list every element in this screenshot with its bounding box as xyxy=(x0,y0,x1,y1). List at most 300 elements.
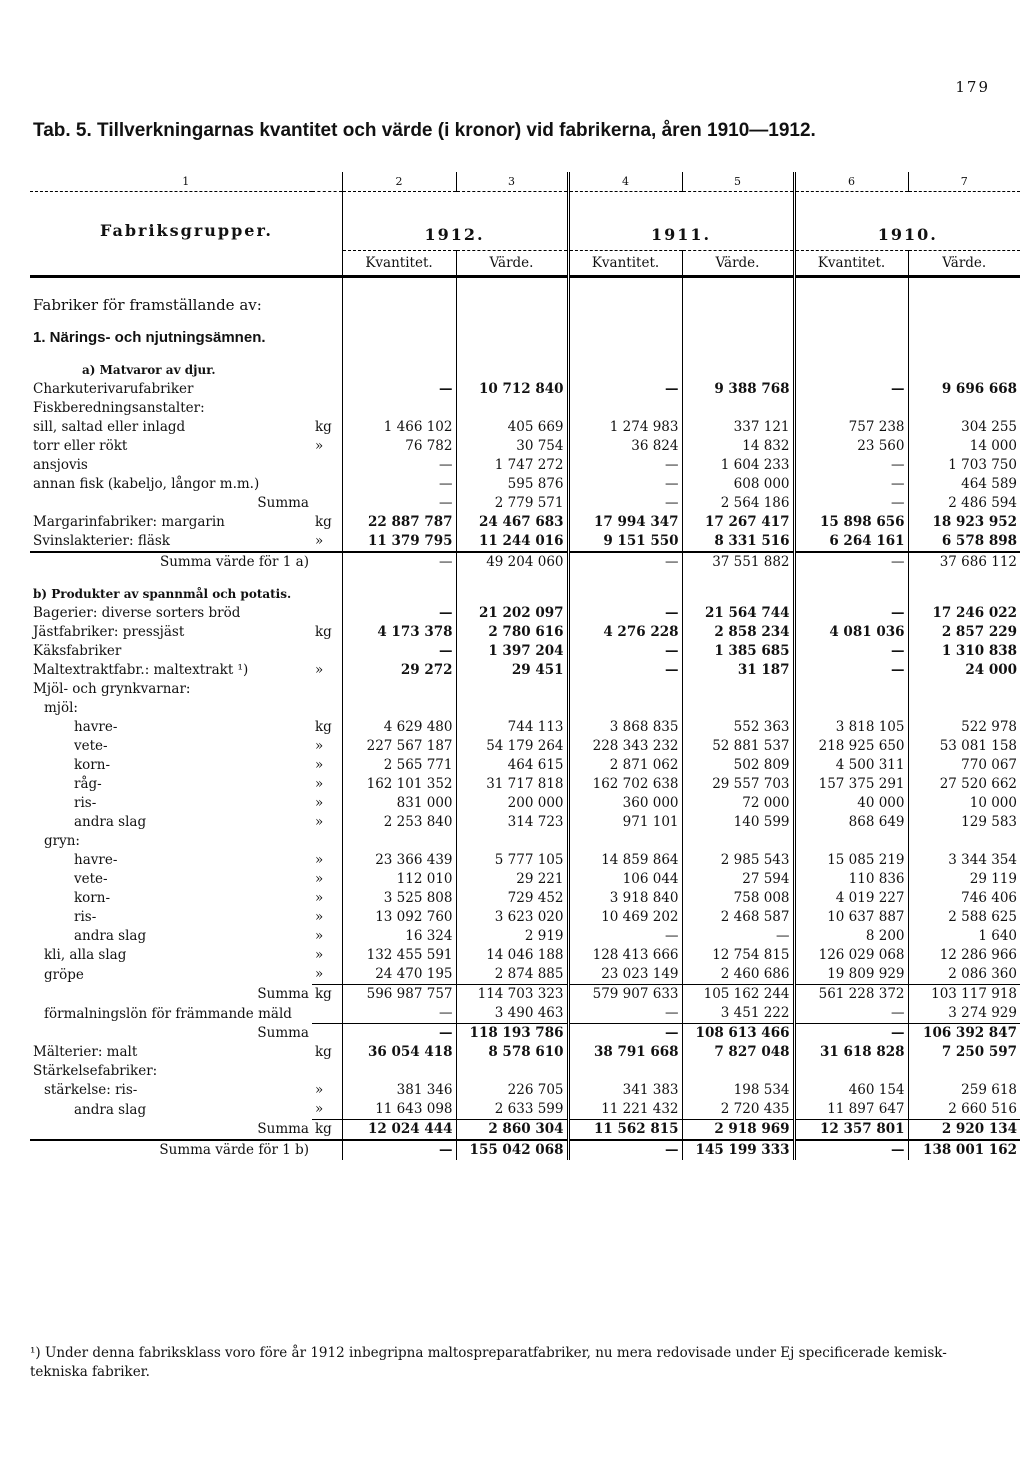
table-row xyxy=(30,699,1020,718)
unit-cell xyxy=(312,475,342,494)
value-1910-cell: 746 406 xyxy=(908,889,1020,908)
quantity-1912-cell: 22 887 787 xyxy=(342,513,456,532)
quantity-1912-cell xyxy=(342,399,456,418)
unit-cell: kg xyxy=(315,719,332,735)
value-1910-cell: 138 001 162 xyxy=(908,1140,1020,1160)
value-1910-cell: 464 589 xyxy=(908,475,1020,494)
value-1910-cell: 2 920 134 xyxy=(908,1120,1020,1141)
section-a-label: a) Matvaror av djur. xyxy=(82,363,216,377)
quantity-1912-cell: 4 629 480 xyxy=(342,718,456,737)
unit-cell: kg xyxy=(315,1044,332,1060)
kvantitet-header: Kvantitet. xyxy=(342,251,456,277)
value-1912-cell: 729 452 xyxy=(456,889,568,908)
value-1910-cell: 259 618 xyxy=(908,1081,1020,1100)
quantity-1910-cell: 157 375 291 xyxy=(794,775,908,794)
quantity-1911-cell: 3 918 840 xyxy=(568,889,682,908)
row-label: Mjöl- och grynkvarnar: xyxy=(33,681,191,697)
value-1910-cell: 37 686 112 xyxy=(908,552,1020,572)
quantity-1910-cell: 561 228 372 xyxy=(794,985,908,1005)
unit-cell: » xyxy=(315,909,324,925)
quantity-1911-cell: 1 274 983 xyxy=(568,418,682,437)
value-1911-cell: 502 809 xyxy=(682,756,794,775)
table-row xyxy=(30,661,1020,680)
table-row xyxy=(30,1120,1020,1141)
value-1910-cell xyxy=(908,399,1020,418)
value-1910-cell: 10 000 xyxy=(908,794,1020,813)
quantity-1912-cell: — xyxy=(342,642,456,661)
quantity-1911-cell: 4 276 228 xyxy=(568,623,682,642)
value-1911-cell: 29 557 703 xyxy=(682,775,794,794)
quantity-1911-cell: — xyxy=(568,494,682,513)
summa-label: Summa värde för 1 b) xyxy=(30,1140,312,1160)
value-1910-cell: 6 578 898 xyxy=(908,532,1020,552)
quantity-1912-cell: — xyxy=(342,494,456,513)
row-label: gröpe xyxy=(44,966,84,983)
table-row xyxy=(30,456,1020,475)
value-1912-cell: 1 397 204 xyxy=(456,642,568,661)
quantity-1912-cell: 227 567 187 xyxy=(342,737,456,756)
value-1910-cell xyxy=(908,1062,1020,1081)
row-label: korn- xyxy=(74,890,111,906)
quantity-1912-cell: — xyxy=(342,1004,456,1024)
table-row xyxy=(30,1004,1020,1024)
row-label: Jästfabriker: pressjäst xyxy=(33,624,185,640)
row-label: ansjovis xyxy=(33,457,88,473)
table-row xyxy=(30,1062,1020,1081)
value-1912-cell: 14 046 188 xyxy=(456,946,568,965)
row-label: gryn: xyxy=(44,833,80,849)
value-1912-cell: 314 723 xyxy=(456,813,568,832)
value-1911-cell: 2 468 587 xyxy=(682,908,794,927)
row-label: mjöl: xyxy=(44,700,78,716)
row-label: annan fisk (kabeljo, långor m.m.) xyxy=(33,476,260,492)
row-label: stärkelse: ris- xyxy=(44,1082,138,1098)
value-1911-cell: 31 187 xyxy=(682,661,794,680)
row-label: andra slag xyxy=(74,814,147,830)
value-1910-cell: 24 000 xyxy=(908,661,1020,680)
value-1911-cell: 2 918 969 xyxy=(682,1120,794,1141)
quantity-1911-cell: — xyxy=(568,604,682,623)
unit-cell xyxy=(312,552,342,572)
table-row xyxy=(30,870,1020,889)
value-1911-cell: 552 363 xyxy=(682,718,794,737)
table-row xyxy=(30,794,1020,813)
quantity-1911-cell: 36 824 xyxy=(568,437,682,456)
value-1911-cell: 337 121 xyxy=(682,418,794,437)
fabriksgrupper-header: Fabriksgrupper. xyxy=(100,221,273,240)
unit-cell: » xyxy=(315,438,324,454)
quantity-1910-cell: 460 154 xyxy=(794,1081,908,1100)
table-row xyxy=(30,532,1020,552)
quantity-1911-cell: 38 791 668 xyxy=(568,1043,682,1062)
value-1912-cell: 29 451 xyxy=(456,661,568,680)
value-1911-cell: 2 858 234 xyxy=(682,623,794,642)
quantity-1910-cell: 4 081 036 xyxy=(794,623,908,642)
quantity-1910-cell: 40 000 xyxy=(794,794,908,813)
value-1910-cell: 53 081 158 xyxy=(908,737,1020,756)
quantity-1911-cell: 23 023 149 xyxy=(568,965,682,985)
table-row xyxy=(30,946,1020,965)
value-1912-cell: 21 202 097 xyxy=(456,604,568,623)
value-1910-cell: 29 119 xyxy=(908,870,1020,889)
quantity-1911-cell: — xyxy=(568,1024,682,1044)
value-1912-cell: 595 876 xyxy=(456,475,568,494)
value-1910-cell: 770 067 xyxy=(908,756,1020,775)
quantity-1911-cell: 579 907 633 xyxy=(568,985,682,1005)
summa-label: Summa xyxy=(257,495,309,511)
table-row xyxy=(30,1100,1020,1120)
quantity-1912-cell: 16 324 xyxy=(342,927,456,946)
quantity-1910-cell: 15 085 219 xyxy=(794,851,908,870)
value-1911-cell: 108 613 466 xyxy=(682,1024,794,1044)
value-1910-cell: 106 392 847 xyxy=(908,1024,1020,1044)
value-1912-cell: 3 490 463 xyxy=(456,1004,568,1024)
unit-cell: kg xyxy=(315,624,332,640)
value-1912-cell: 10 712 840 xyxy=(456,380,568,399)
value-1911-cell: 2 720 435 xyxy=(682,1100,794,1120)
year-header-row xyxy=(30,192,1020,251)
value-1911-cell: 12 754 815 xyxy=(682,946,794,965)
quantity-1911-cell: — xyxy=(568,475,682,494)
value-1911-cell: 9 388 768 xyxy=(682,380,794,399)
unit-cell: » xyxy=(315,1082,324,1098)
value-1910-cell: 9 696 668 xyxy=(908,380,1020,399)
quantity-1910-cell xyxy=(794,832,908,851)
table-row xyxy=(30,965,1020,985)
table-row xyxy=(30,475,1020,494)
value-1912-cell: 744 113 xyxy=(456,718,568,737)
table-row xyxy=(30,832,1020,851)
table-row xyxy=(30,1081,1020,1100)
summa-label: Summa xyxy=(257,1025,309,1041)
value-1912-cell: 2 779 571 xyxy=(456,494,568,513)
column-number-row xyxy=(30,172,1020,192)
value-1910-cell: 3 274 929 xyxy=(908,1004,1020,1024)
table-row xyxy=(30,908,1020,927)
unit-cell xyxy=(312,494,342,513)
col-number: 6 xyxy=(794,172,908,192)
value-1912-cell: 2 874 885 xyxy=(456,965,568,985)
value-1911-cell: 2 985 543 xyxy=(682,851,794,870)
varde-header: Värde. xyxy=(908,251,1020,277)
quantity-1912-cell: 831 000 xyxy=(342,794,456,813)
section-heading-row xyxy=(30,584,1020,604)
value-1910-cell: 7 250 597 xyxy=(908,1043,1020,1062)
table-row xyxy=(30,756,1020,775)
quantity-1912-cell: 36 054 418 xyxy=(342,1043,456,1062)
quantity-1912-cell: 596 987 757 xyxy=(342,985,456,1005)
quantity-1910-cell: 3 818 105 xyxy=(794,718,908,737)
col-number: 4 xyxy=(568,172,682,192)
quantity-1911-cell: 3 868 835 xyxy=(568,718,682,737)
value-1912-cell: 3 623 020 xyxy=(456,908,568,927)
quantity-1911-cell: 971 101 xyxy=(568,813,682,832)
row-label: vete- xyxy=(74,738,108,754)
quantity-1910-cell xyxy=(794,399,908,418)
unit-cell xyxy=(312,604,342,623)
quantity-1911-cell: 9 151 550 xyxy=(568,532,682,552)
value-1911-cell: 3 451 222 xyxy=(682,1004,794,1024)
value-1911-cell: 1 385 685 xyxy=(682,642,794,661)
value-1911-cell: 27 594 xyxy=(682,870,794,889)
quantity-1910-cell: 12 357 801 xyxy=(794,1120,908,1141)
year-1911: 1911. xyxy=(568,192,794,251)
quantity-1912-cell: — xyxy=(342,604,456,623)
quantity-1912-cell: 29 272 xyxy=(342,661,456,680)
quantity-1911-cell: 162 702 638 xyxy=(568,775,682,794)
quantity-1911-cell: — xyxy=(568,380,682,399)
row-label: havre- xyxy=(74,719,118,735)
quantity-1911-cell: 360 000 xyxy=(568,794,682,813)
value-1911-cell: 1 604 233 xyxy=(682,456,794,475)
quantity-1911-cell: 106 044 xyxy=(568,870,682,889)
table-row xyxy=(30,418,1020,437)
value-1910-cell: 27 520 662 xyxy=(908,775,1020,794)
quantity-1910-cell: 15 898 656 xyxy=(794,513,908,532)
row-label: Charkuterivarufabriker xyxy=(33,381,194,397)
value-1910-cell: 103 117 918 xyxy=(908,985,1020,1005)
unit-cell: » xyxy=(315,814,324,830)
value-1912-cell: 8 578 610 xyxy=(456,1043,568,1062)
value-1912-cell: 24 467 683 xyxy=(456,513,568,532)
value-1912-cell: 2 860 304 xyxy=(456,1120,568,1141)
row-label: Stärkelsefabriker: xyxy=(33,1063,158,1079)
quantity-1910-cell: 31 618 828 xyxy=(794,1043,908,1062)
col-number: 7 xyxy=(908,172,1020,192)
table-title: Tab. 5. Tillverkningarnas kvantitet och värde (i kronor) vid fabrikerna, åren 1910—1912. xyxy=(33,120,816,141)
unit-cell: » xyxy=(315,871,324,887)
unit-cell: » xyxy=(315,662,324,678)
unit-cell: » xyxy=(315,757,324,773)
unit-cell xyxy=(312,456,342,475)
quantity-1912-cell xyxy=(342,832,456,851)
quantity-1911-cell: 341 383 xyxy=(568,1081,682,1100)
value-1912-cell: 49 204 060 xyxy=(456,552,568,572)
unit-cell xyxy=(312,1140,342,1160)
col-number: 3 xyxy=(456,172,568,192)
col-number: 2 xyxy=(342,172,456,192)
row-label: råg- xyxy=(74,776,102,792)
unit-cell xyxy=(312,832,342,851)
quantity-1910-cell: — xyxy=(794,456,908,475)
value-1912-cell: 464 615 xyxy=(456,756,568,775)
value-1911-cell: 758 008 xyxy=(682,889,794,908)
table-row xyxy=(30,494,1020,513)
unit-cell xyxy=(312,1004,342,1024)
value-1910-cell: 3 344 354 xyxy=(908,851,1020,870)
value-1910-cell: 304 255 xyxy=(908,418,1020,437)
quantity-1912-cell: — xyxy=(342,1140,456,1160)
unit-cell: kg xyxy=(312,985,342,1005)
section-heading-row xyxy=(30,296,1020,315)
value-1911-cell: 14 832 xyxy=(682,437,794,456)
table-row xyxy=(30,604,1020,623)
value-1912-cell: 5 777 105 xyxy=(456,851,568,870)
row-label: förmalningslön för främmande mäld xyxy=(44,1005,292,1022)
unit-cell: » xyxy=(315,966,324,982)
unit-cell: » xyxy=(315,928,324,944)
quantity-1910-cell: — xyxy=(794,1004,908,1024)
unit-cell: kg xyxy=(315,419,332,435)
value-1910-cell: 2 086 360 xyxy=(908,965,1020,985)
value-1911-cell: 37 551 882 xyxy=(682,552,794,572)
section-group1-label: 1. Närings- och njutningsämnen. xyxy=(33,329,266,346)
production-table xyxy=(30,172,1020,1160)
unit-cell xyxy=(312,642,342,661)
value-1911-cell: 17 267 417 xyxy=(682,513,794,532)
value-1910-cell: 1 310 838 xyxy=(908,642,1020,661)
value-1911-cell xyxy=(682,399,794,418)
quantity-1912-cell: — xyxy=(342,456,456,475)
value-1910-cell: 12 286 966 xyxy=(908,946,1020,965)
quantity-1911-cell xyxy=(568,680,682,699)
value-1912-cell: 114 703 323 xyxy=(456,985,568,1005)
value-1911-cell: 21 564 744 xyxy=(682,604,794,623)
quantity-1912-cell: 4 173 378 xyxy=(342,623,456,642)
quantity-1912-cell: 11 379 795 xyxy=(342,532,456,552)
quantity-1911-cell: 10 469 202 xyxy=(568,908,682,927)
table-row xyxy=(30,927,1020,946)
quantity-1911-cell xyxy=(568,699,682,718)
quantity-1910-cell: 757 238 xyxy=(794,418,908,437)
row-label: sill, saltad eller inlagd xyxy=(33,419,186,435)
quantity-1910-cell: 10 637 887 xyxy=(794,908,908,927)
unit-cell: kg xyxy=(315,514,332,530)
value-1912-cell: 30 754 xyxy=(456,437,568,456)
row-label: kli, alla slag xyxy=(44,947,127,963)
value-1910-cell: 2 660 516 xyxy=(908,1100,1020,1120)
quantity-1912-cell: 13 092 760 xyxy=(342,908,456,927)
value-1911-cell: 140 599 xyxy=(682,813,794,832)
value-1912-cell: 31 717 818 xyxy=(456,775,568,794)
quantity-1912-cell: 76 782 xyxy=(342,437,456,456)
summa-label: Summa xyxy=(257,1121,309,1137)
quantity-1911-cell: 11 562 815 xyxy=(568,1120,682,1141)
quantity-1911-cell: 11 221 432 xyxy=(568,1100,682,1120)
table-row xyxy=(30,851,1020,870)
quantity-1910-cell: 868 649 xyxy=(794,813,908,832)
quantity-1910-cell xyxy=(794,680,908,699)
quantity-1910-cell xyxy=(794,699,908,718)
year-1910: 1910. xyxy=(794,192,1020,251)
value-1912-cell: 2 633 599 xyxy=(456,1100,568,1120)
section-b-label: b) Produkter av spannmål och potatis. xyxy=(33,587,292,601)
row-label: Bagerier: diverse sorters bröd xyxy=(33,605,241,621)
quantity-1910-cell: 110 836 xyxy=(794,870,908,889)
section-main-label: Fabriker för framställande av: xyxy=(33,296,262,314)
value-1912-cell: 2 780 616 xyxy=(456,623,568,642)
value-1911-cell: 145 199 333 xyxy=(682,1140,794,1160)
quantity-1910-cell: — xyxy=(794,1140,908,1160)
value-1912-cell: 1 747 272 xyxy=(456,456,568,475)
row-label: andra slag xyxy=(74,1101,147,1118)
unit-cell: » xyxy=(315,738,324,754)
quantity-1912-cell: 112 010 xyxy=(342,870,456,889)
quantity-1910-cell: 11 897 647 xyxy=(794,1100,908,1120)
quantity-1910-cell: 8 200 xyxy=(794,927,908,946)
quantity-1911-cell xyxy=(568,832,682,851)
value-1912-cell xyxy=(456,699,568,718)
table-row xyxy=(30,642,1020,661)
quantity-1912-cell: 11 643 098 xyxy=(342,1100,456,1120)
quantity-1912-cell: 2 565 771 xyxy=(342,756,456,775)
value-1912-cell: 11 244 016 xyxy=(456,532,568,552)
quantity-1912-cell: — xyxy=(342,1024,456,1044)
row-label: torr eller rökt xyxy=(33,438,128,454)
value-1912-cell xyxy=(456,832,568,851)
section-heading-row xyxy=(30,327,1020,349)
value-1912-cell: 226 705 xyxy=(456,1081,568,1100)
value-1910-cell: 129 583 xyxy=(908,813,1020,832)
table-row xyxy=(30,813,1020,832)
quantity-1912-cell xyxy=(342,1062,456,1081)
varde-header: Värde. xyxy=(456,251,568,277)
summa-label: Summa värde för 1 a) xyxy=(30,552,312,572)
value-1910-cell: 2 486 594 xyxy=(908,494,1020,513)
section-heading-row xyxy=(30,361,1020,380)
value-1912-cell: 29 221 xyxy=(456,870,568,889)
quantity-1911-cell: 17 994 347 xyxy=(568,513,682,532)
unit-cell xyxy=(312,1024,342,1044)
quantity-1911-cell: 128 413 666 xyxy=(568,946,682,965)
quantity-1912-cell: 1 466 102 xyxy=(342,418,456,437)
value-1912-cell: 405 669 xyxy=(456,418,568,437)
table-row xyxy=(30,437,1020,456)
table-row xyxy=(30,1024,1020,1044)
quantity-1912-cell: 12 024 444 xyxy=(342,1120,456,1141)
quantity-1911-cell: — xyxy=(568,1004,682,1024)
unit-cell: » xyxy=(315,533,324,549)
value-1910-cell: 2 588 625 xyxy=(908,908,1020,927)
table-row xyxy=(30,680,1020,699)
table-row xyxy=(30,623,1020,642)
row-label: Fiskberedningsanstalter: xyxy=(33,400,205,416)
quantity-1912-cell: 23 366 439 xyxy=(342,851,456,870)
row-label: havre- xyxy=(74,852,118,868)
quantity-1910-cell: 4 019 227 xyxy=(794,889,908,908)
value-1911-cell xyxy=(682,1062,794,1081)
quantity-1911-cell: — xyxy=(568,1140,682,1160)
table-row xyxy=(30,1043,1020,1062)
value-1911-cell: 8 331 516 xyxy=(682,532,794,552)
value-1910-cell xyxy=(908,699,1020,718)
unit-cell: » xyxy=(315,1101,324,1117)
value-1911-cell: 2 564 186 xyxy=(682,494,794,513)
value-1912-cell xyxy=(456,680,568,699)
quantity-1911-cell: 2 871 062 xyxy=(568,756,682,775)
quantity-1911-cell xyxy=(568,399,682,418)
quantity-1911-cell: — xyxy=(568,661,682,680)
year-1912: 1912. xyxy=(342,192,568,251)
unit-cell: » xyxy=(315,776,324,792)
row-label: Mälterier: malt xyxy=(33,1044,138,1060)
quantity-1911-cell: — xyxy=(568,552,682,572)
row-label: korn- xyxy=(74,757,111,773)
quantity-1912-cell: 162 101 352 xyxy=(342,775,456,794)
quantity-1910-cell: — xyxy=(794,494,908,513)
quantity-1910-cell: — xyxy=(794,604,908,623)
unit-cell xyxy=(312,399,342,418)
value-1911-cell: 608 000 xyxy=(682,475,794,494)
row-label: Margarinfabriker: margarin xyxy=(33,514,225,530)
quantity-1911-cell: 228 343 232 xyxy=(568,737,682,756)
table-row xyxy=(30,775,1020,794)
value-1911-cell: 52 881 537 xyxy=(682,737,794,756)
quantity-1910-cell: 23 560 xyxy=(794,437,908,456)
value-1911-cell: 198 534 xyxy=(682,1081,794,1100)
value-1912-cell: 155 042 068 xyxy=(456,1140,568,1160)
unit-cell xyxy=(312,380,342,399)
